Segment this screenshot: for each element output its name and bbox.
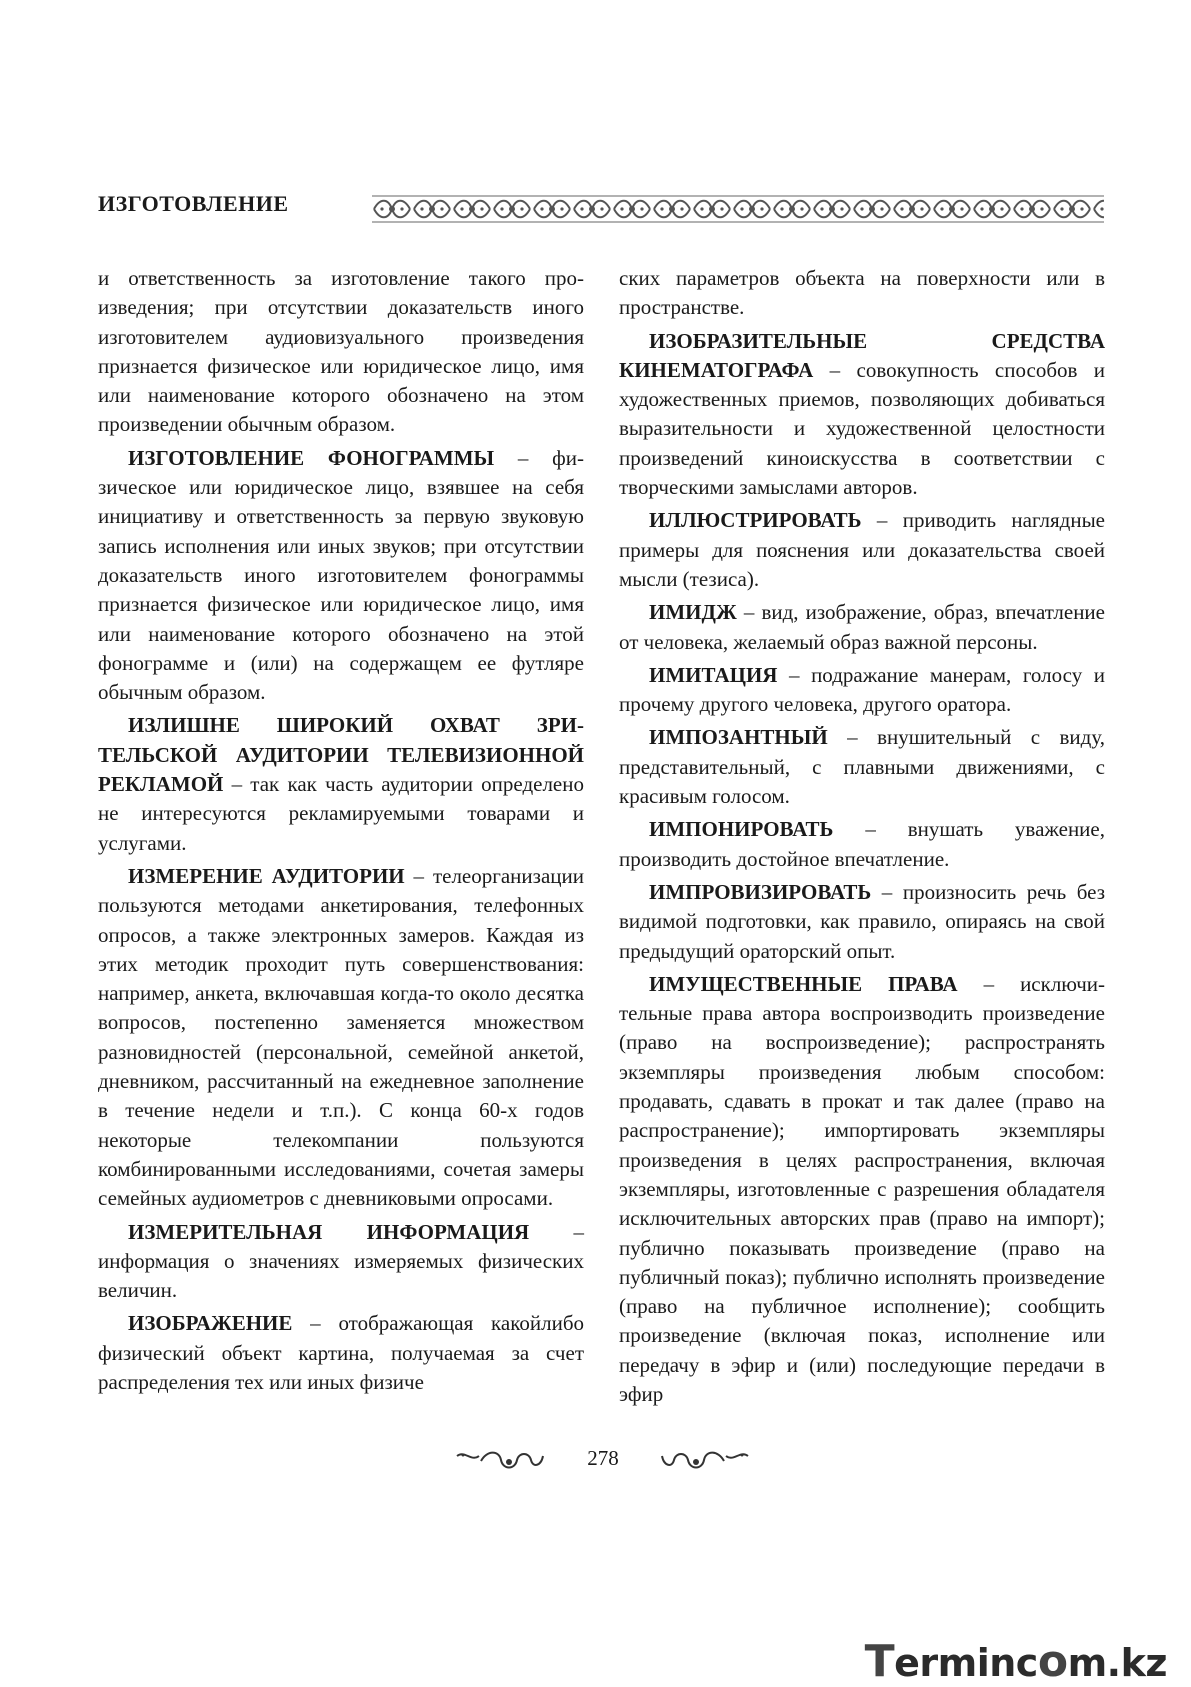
left-text-column [98, 264, 584, 1401]
ornament-scroll-icon [455, 1448, 545, 1474]
termincom-watermark: Termincom.kz [864, 1636, 1167, 1687]
entry-paragraph: и ответственность за изготовление такого произведения; при отсутствии доказательств иного изготовителем аудиовизуального произведения признается физическое или юридическое лицо, имя или наименование которого обозначено на этом произведении обычным образом. [98, 266, 584, 437]
right-text-column [619, 264, 1105, 1413]
entry-paragraph: ИЗМЕРИТЕЛЬНАЯ ИНФОРМАЦИЯ – информация о значениях измеряемых физических величин. [98, 1219, 585, 1303]
page-number: 278 [587, 1446, 619, 1470]
entry-paragraph: ИЛЛЮСТРИРОВАТЬ – приводить наглядные примеры для пояснения или доказательства своей мысли (тезиса). [619, 508, 1105, 591]
entry-paragraph: ИМПОНИРОВАТЬ – внушать уважение, производить достойное впечатление. [619, 817, 1105, 871]
ornament-scroll-icon [660, 1448, 750, 1474]
entry-paragraph: ИЗЛИШНЕ ШИРОКИЙ ОХВАТ ЗРИТЕЛЬСКОЙ АУДИТОРИИ ТЕЛЕВИЗИОННОЙ РЕКЛАМОЙ – так как часть аудитории определено не интересуются рекламируемыми товарами и услугами. [98, 713, 584, 855]
entry-paragraph: ИМПОЗАНТНЫЙ – внушительный с виду, представительный, с плавными движениями, с красивым голосом. [619, 725, 1105, 809]
running-header-title: ИЗГОТОВЛЕНИЕ [98, 191, 289, 216]
entry-paragraph: ИЗОБРАЗИТЕЛЬНЫЕ СРЕДСТВА КИНЕМАТОГРАФА – совокупность способов и художественных приемов, позволяющих добиваться выразительности и художественной целостности произведений киноискусства в соответствии с творческими замыслами авторов. [619, 328, 1105, 500]
entry-paragraph: ИМПРОВИЗИРОВАТЬ – произносить речь без видимой подготовки, как правило, опираясь на свой предыдущий ораторский опыт. [619, 879, 1105, 963]
entry-paragraph: ИЗОБРАЖЕНИЕ – отображающая какойлибо физический объект картина, получаемая за счет распределения тех или иных физиче [98, 1311, 584, 1394]
entry-paragraph: ИМИТАЦИЯ – подражание манерам, голосу и прочему другого человека, другого оратора. [619, 662, 1105, 717]
entry-paragraph: ИЗГОТОВЛЕНИЕ ФОНОГРАММЫ – физическое или юридическое лицо, взявшее на себя инициативу и ответственность за первую звуковую запись исполнения или иных звуков; при отсутствии доказательств иного изготовителем фонограммы признается физическое или юридическое лицо, имя или наименование которого обозначено на этой фонограмме и (или) на содержащем ее футляре обычным образом. [98, 445, 584, 705]
entry-paragraph: ИМУЩЕСТВЕННЫЕ ПРАВА – исключительные права автора воспроизводить произведение (право на воспроизведение); распространять экземпляры произведения любым способом: продавать, сдавать в прокат и так далее (право на распространение); импортировать экземпляры произведения в целях распространения, включая экземпляры, изготовленные с разрешения обладателя исключительных авторских прав (право на импорт); публично показывать произведение (право на публичный показ); публично исполнять произведение (право на публичное исполнение); сообщить произведение (включая показ, исполнение или передачу в эфир и (или) последующие передачи в эфир [619, 971, 1105, 1406]
entry-paragraph: ских параметров объекта на поверхности или в пространстве. [619, 266, 1105, 320]
entry-paragraph: ИЗМЕРЕНИЕ АУДИТОРИИ – телеорганизации пользуются методами анкетирования, телефонных опросов, а также электронных замеров. Каждая из этих методик проходит путь совершенствования: например, анкета, включавшая когда-то около десятка вопросов, постепенно заменяется множеством разновидностей (персональной, семейной анкетой, дневником, рассчитанный на ежедневное заполнение в течение недели и т.п.). С конца 60-х годов некоторые телекомпании пользуются комбинированными исследованиями, сочетая замеры семейных аудиометров с дневниковыми опросами. [98, 863, 584, 1211]
entry-paragraph: ИМИДЖ – вид, изображение, образ, впечатление от человека, желаемый образ важной персоны. [619, 600, 1105, 654]
ornament-band-icon [372, 194, 1104, 224]
